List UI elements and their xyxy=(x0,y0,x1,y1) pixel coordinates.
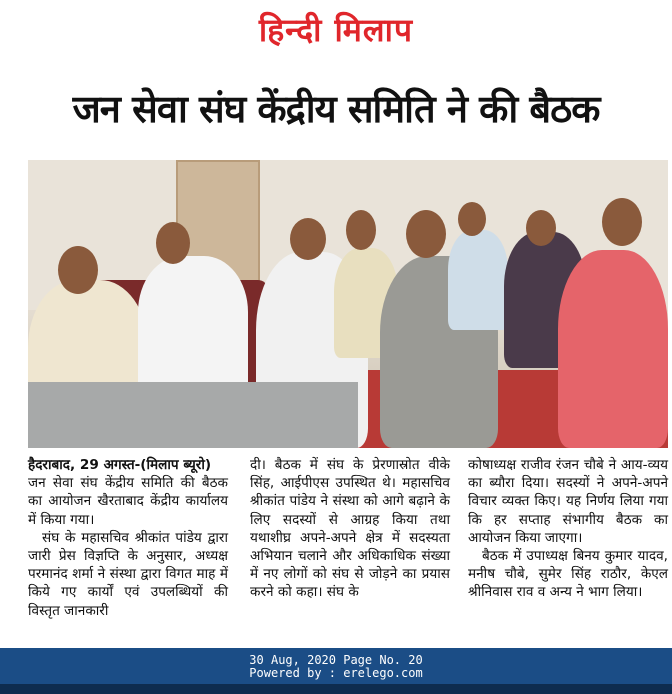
photo-head xyxy=(156,222,190,264)
photo-head xyxy=(346,210,376,250)
photo-person xyxy=(138,256,248,396)
article-dateline: हैदराबाद, 29 अगस्त-(मिलाप ब्यूरो) xyxy=(28,457,212,473)
article-paragraph: संघ के महासचिव श्रीकांत पांडेय द्वारा जारी प्रेस विज्ञप्ति के अनुसार, अध्यक्ष परमानंद शर्मा ने संस्था द्वारा विगत माह में किये गए कार्यों एवं उपलब्धियों की विस्तृत जानकारी xyxy=(28,529,228,619)
photo-head xyxy=(602,198,642,246)
headline: जन सेवा संघ केंद्रीय समिति ने की बैठक xyxy=(72,87,600,131)
masthead-logo: हिन्दी मिलाप xyxy=(258,11,414,49)
photo-head xyxy=(526,210,556,246)
news-photo xyxy=(28,160,668,448)
article-paragraph: जन सेवा संघ केंद्रीय समिति की बैठक का आयोजन खैरताबाद केंद्रीय कार्यालय में किया गया। xyxy=(28,475,228,528)
photo-person xyxy=(558,250,668,448)
photo-head xyxy=(58,246,98,294)
footer-powered-by: Powered by : erelego.com xyxy=(249,666,423,680)
footer-date-page: 30 Aug, 2020 Page No. 20 xyxy=(249,653,423,667)
article-paragraph: दी। बैठक में संघ के प्रेरणास्रोत वीके सिंह, आईपीएस उपस्थित थे। महासचिव श्रीकांत पांडेय ने संस्था को आगे बढ़ाने के लिए सदस्यों से आग्रह किया तथा यथाशीघ्र अपने-अपने क्षेत्र में सदस्यता अभियान चलाने और अधिकाधिक संख्या में नए लोगों को संघ से जोड़ने का प्रयास करने को कहा। संघ के xyxy=(250,457,450,601)
photo-person xyxy=(448,230,508,330)
article-body xyxy=(28,456,668,638)
photo-head xyxy=(406,210,446,258)
article-paragraph: कोषाध्यक्ष राजीव रंजन चौबे ने आय-व्यय का ब्यौरा दिया। सदस्यों ने अपने-अपने विचार व्यक्त किए। यह निर्णय लिया गया कि हर सप्ताह संभागीय बैठक का आयोजन किया जाएगा। xyxy=(468,457,668,546)
footer-bottom-strip xyxy=(0,684,672,694)
photo-head xyxy=(458,202,486,236)
article-column-3 xyxy=(468,456,668,638)
photo-table xyxy=(28,382,358,448)
article-paragraph: बैठक में उपाध्यक्ष बिनय कुमार यादव, मनीष चौबे, सुमेर सिंह राठौर, केएल श्रीनिवास राव व अन्य ने भाग लिया। xyxy=(468,548,668,601)
article-column-2 xyxy=(250,456,450,638)
photo-head xyxy=(290,218,326,260)
article-column-1 xyxy=(28,456,228,638)
footer-text xyxy=(0,654,672,680)
